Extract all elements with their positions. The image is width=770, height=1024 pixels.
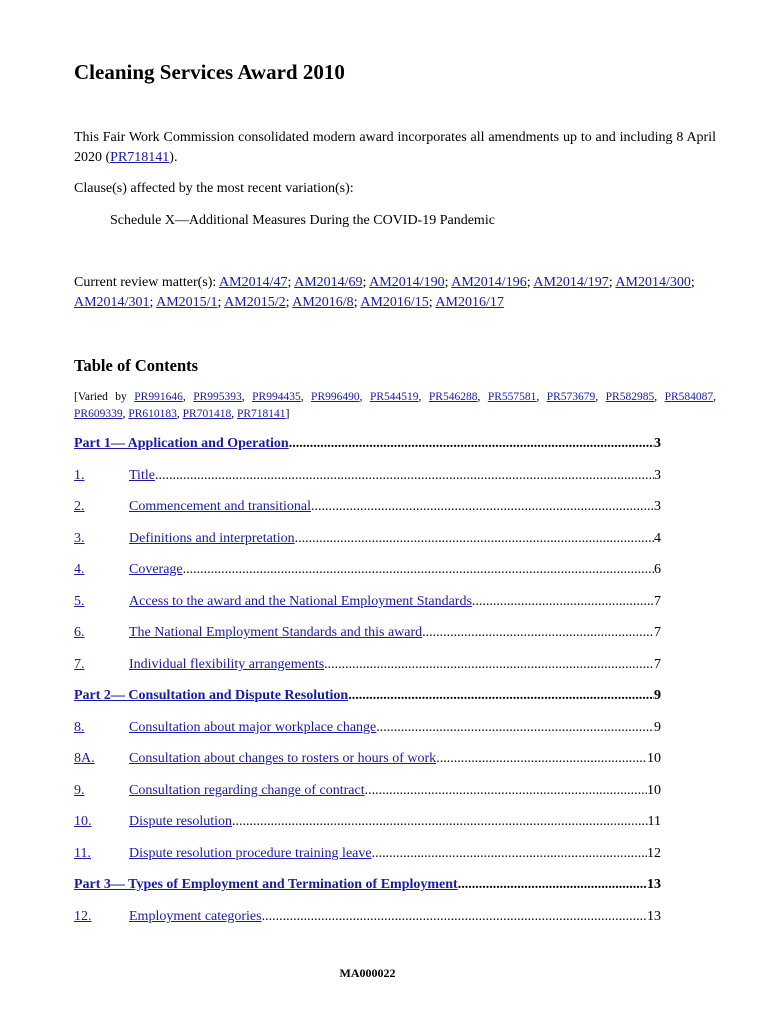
reference-link[interactable]: AM2016/8 — [292, 294, 354, 310]
toc-page-number: 3 — [654, 468, 661, 483]
toc-clause-number[interactable]: 3. — [74, 531, 85, 546]
reference-link[interactable]: PR546288 — [428, 391, 478, 403]
toc-clause-number[interactable]: 2. — [74, 499, 85, 514]
review-matters-paragraph: Current review matter(s): AM2014/47; AM2014/69; AM2014/190; AM2014/196; AM2014/197; AM2014/300; AM2014/301; AM2015/1; AM2015/2; AM2016/8; AM2016/15; AM2016/17 — [74, 275, 695, 310]
toc-entry-title[interactable]: Definitions and interpretation — [129, 531, 295, 546]
document-code: MA000022 — [339, 966, 396, 980]
toc-page-number: 13 — [647, 877, 661, 892]
toc-entry-title[interactable]: Dispute resolution procedure training leave — [129, 846, 372, 861]
toc-page-number: 6 — [654, 562, 661, 577]
reference-link[interactable]: PR584087 — [664, 391, 714, 403]
reference-link[interactable]: AM2015/2 — [224, 294, 286, 310]
reference-link[interactable]: AM2014/197 — [533, 275, 609, 290]
toc-page-number: 13 — [647, 909, 661, 924]
toc-page-number: 7 — [654, 594, 661, 609]
reference-link[interactable]: AM2016/17 — [435, 294, 504, 310]
toc-leader-dots — [232, 813, 647, 831]
toc-part-entry[interactable] — [74, 687, 661, 705]
reference-link[interactable]: PR996490 — [311, 391, 360, 403]
toc-entry-title[interactable]: Consultation about major workplace change — [129, 720, 377, 735]
toc-entry-title[interactable]: Consultation regarding change of contract — [129, 783, 365, 798]
toc-entry-title[interactable]: Employment categories — [129, 909, 262, 924]
toc-clause-entry[interactable] — [74, 530, 661, 548]
reference-link[interactable]: PR557581 — [487, 391, 537, 403]
reference-link[interactable]: AM2014/47 — [219, 275, 288, 290]
toc-page-number: 3 — [654, 436, 661, 451]
toc-heading: Table of Contents — [74, 356, 199, 375]
toc-leader-dots — [348, 687, 654, 705]
toc-page-number: 10 — [647, 751, 661, 766]
reference-link[interactable]: PR994435 — [252, 391, 301, 403]
reference-link[interactable]: AM2014/69 — [294, 275, 363, 290]
toc-clause-entry[interactable] — [74, 656, 661, 674]
toc-leader-dots — [422, 624, 654, 642]
toc-clause-entry[interactable] — [74, 593, 661, 611]
toc-page-number: 4 — [654, 531, 661, 546]
reference-link[interactable]: AM2016/15 — [360, 294, 429, 310]
toc-page-number: 7 — [654, 625, 661, 640]
reference-link[interactable]: AM2014/190 — [369, 275, 445, 290]
toc-leader-dots — [324, 656, 654, 674]
toc-page-number: 7 — [654, 657, 661, 672]
toc-entry-title[interactable]: Individual flexibility arrangements — [129, 657, 325, 672]
toc-clause-entry[interactable] — [74, 813, 661, 831]
toc-page-number: 3 — [654, 499, 661, 514]
toc-clause-number[interactable]: 1. — [74, 468, 85, 483]
intro-text-end: ). — [169, 149, 178, 165]
toc-clause-number[interactable]: 11. — [74, 846, 91, 861]
toc-clause-entry[interactable] — [74, 624, 661, 642]
varied-by-paragraph: [Varied by PR991646, PR995393, PR994435, PR996490, PR544519, PR546288, PR557581, PR573679, PR582985, PR584087, PR609339, PR610183, PR701418, PR718141] — [74, 391, 717, 420]
toc-part-entry[interactable] — [74, 435, 661, 453]
intro-link[interactable]: PR718141 — [110, 149, 170, 165]
toc-page-number: 12 — [647, 846, 661, 861]
toc-clause-entry[interactable] — [74, 845, 661, 863]
toc-part-entry[interactable] — [74, 876, 661, 894]
toc-entry-title[interactable]: Title — [129, 468, 155, 483]
toc-clause-entry[interactable] — [74, 719, 661, 737]
toc-page-number: 10 — [647, 783, 661, 798]
toc-leader-dots — [436, 750, 647, 768]
toc-leader-dots — [289, 435, 654, 453]
toc-leader-dots — [472, 593, 654, 611]
toc-entry-title[interactable]: Part 2— Consultation and Dispute Resolution — [74, 688, 349, 703]
reference-link[interactable]: PR582985 — [605, 391, 655, 403]
toc-entry-title[interactable]: The National Employment Standards and this award — [129, 625, 423, 640]
toc-leader-dots — [365, 782, 647, 800]
toc-clause-number[interactable]: 7. — [74, 657, 85, 672]
toc-entry-title[interactable]: Coverage — [129, 562, 183, 577]
reference-link[interactable]: PR995393 — [193, 391, 242, 403]
reference-link[interactable]: AM2014/301 — [74, 294, 150, 310]
toc-page-number: 11 — [647, 814, 661, 829]
review-label: Current review matter(s): — [74, 275, 220, 290]
reference-link[interactable]: PR610183 — [128, 408, 177, 420]
toc-leader-dots — [295, 530, 654, 548]
toc-clause-entry[interactable] — [74, 467, 661, 485]
reference-link[interactable]: PR609339 — [74, 408, 123, 420]
toc-clause-entry[interactable] — [74, 782, 661, 800]
toc-clause-number[interactable]: 10. — [74, 814, 92, 829]
toc-clause-number[interactable]: 8A. — [74, 751, 95, 766]
toc-clause-entry[interactable] — [74, 561, 661, 579]
reference-link[interactable]: AM2014/196 — [451, 275, 527, 290]
toc-entry-title[interactable]: Consultation about changes to rosters or hours of work — [129, 751, 437, 766]
toc-clause-entry[interactable] — [74, 498, 661, 516]
toc-entry-title[interactable]: Part 3— Types of Employment and Termination of Employment — [74, 877, 458, 892]
toc-clause-entry[interactable] — [74, 908, 661, 926]
toc-leader-dots — [372, 845, 647, 863]
toc-entry-title[interactable]: Commencement and transitional — [129, 499, 311, 514]
toc-clause-number[interactable]: 9. — [74, 783, 85, 798]
intro-paragraph — [74, 128, 716, 167]
toc-clause-number[interactable]: 5. — [74, 594, 85, 609]
closing-bracket: ] — [285, 408, 290, 420]
intro-text: This Fair Work Commission consolidated modern award incorporates all amendments up to and including 8 April 2020 ( — [74, 130, 716, 165]
schedule-text: Schedule X—Additional Measures During the COVID-19 Pandemic — [110, 213, 495, 228]
document-title: Cleaning Services Award 2010 — [74, 60, 345, 84]
toc-clause-entry[interactable] — [74, 750, 661, 768]
toc-entry-title[interactable]: Dispute resolution — [129, 814, 233, 829]
toc-page-number: 9 — [654, 688, 661, 703]
toc-clause-number[interactable]: 12. — [74, 909, 92, 924]
reference-link[interactable]: PR991646 — [134, 391, 183, 403]
toc-leader-dots — [311, 498, 654, 516]
toc-leader-dots — [183, 561, 654, 579]
toc-leader-dots — [262, 908, 647, 926]
reference-link[interactable]: AM2014/300 — [615, 275, 691, 290]
toc-clause-number[interactable]: 4. — [74, 562, 85, 577]
toc-leader-dots — [155, 467, 654, 485]
toc-clause-number[interactable]: 8. — [74, 720, 85, 735]
reference-link[interactable]: PR544519 — [369, 391, 419, 403]
toc-leader-dots — [376, 719, 654, 737]
toc-entry-title[interactable]: Access to the award and the National Employment Standards — [129, 594, 472, 609]
reference-link[interactable]: PR718141 — [236, 408, 286, 420]
toc-entry-title[interactable]: Part 1— Application and Operation — [74, 436, 289, 451]
toc-leader-dots — [458, 876, 647, 894]
clauses-affected-label: Clause(s) affected by the most recent variation(s): — [74, 181, 354, 196]
reference-link[interactable]: PR573679 — [546, 391, 596, 403]
toc-page-number: 9 — [654, 720, 661, 735]
varied-label: [Varied by — [74, 391, 135, 403]
toc-clause-number[interactable]: 6. — [74, 625, 85, 640]
reference-link[interactable]: AM2015/1 — [156, 294, 218, 310]
reference-link[interactable]: PR701418 — [182, 408, 232, 420]
